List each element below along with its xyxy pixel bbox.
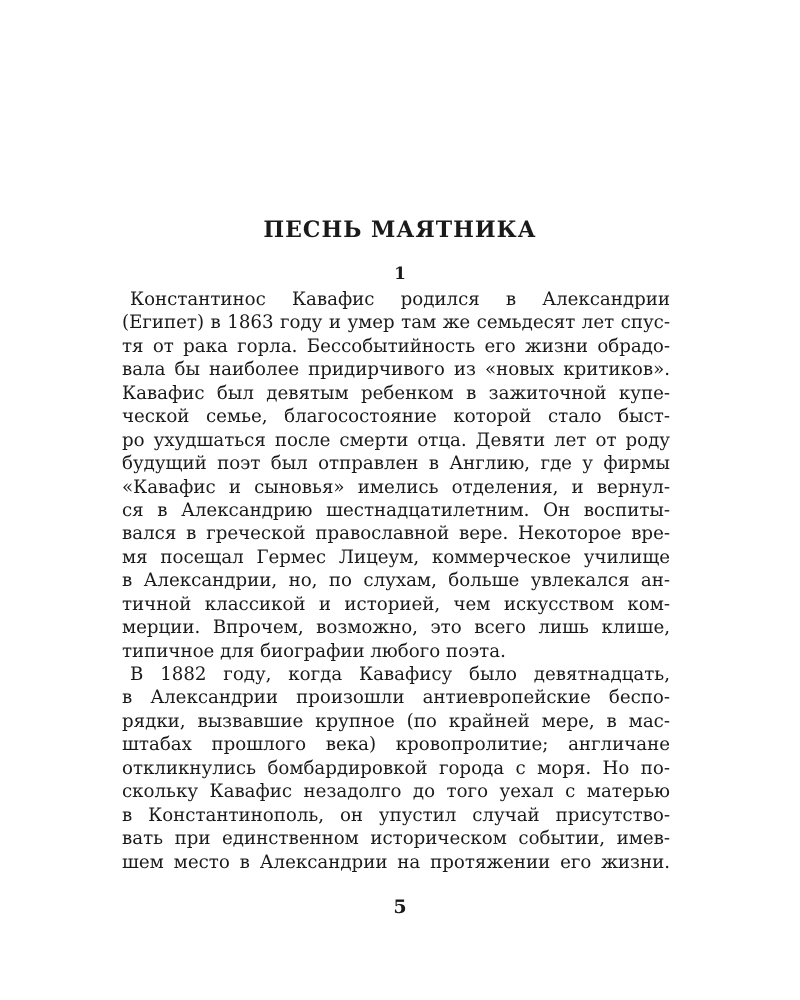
- text-line: ро ухудшаться после смерти отца. Девяти лет от роду: [122, 429, 670, 451]
- text-line: в Александрии, но, по слухам, больше увлекался ан-: [122, 570, 670, 592]
- body-text: [122, 288, 670, 874]
- text-line: (Египет) в 1863 году и умер там же семьдесят лет спус-: [122, 312, 670, 334]
- text-line: В 1882 году, когда Кавафису было девятнадцать,: [130, 664, 670, 685]
- text-line: будущий поэт был отправлен в Англию, где у фирмы: [122, 453, 670, 475]
- text-line: в Константинополь, он упустил случай присутство-: [122, 804, 670, 826]
- text-line: Константинос Кавафис родился в Александрии: [130, 289, 670, 310]
- chapter-title: ПЕСНЬ МАЯТНИКА: [263, 217, 537, 243]
- text-line: штабах прошлого века) кровопролитие; англичане: [122, 734, 670, 756]
- text-line: скольку Кавафис незадолго до того уехал с матерью: [122, 781, 670, 803]
- text-line: шем место в Александрии на протяжении его жизни.: [122, 851, 670, 873]
- text-line: Кавафис был девятым ребенком в зажиточной купе-: [122, 382, 670, 404]
- text-line: вать при единственном историческом событии, имев-: [122, 828, 670, 850]
- text-line: ся в Александрию шестнадцатилетним. Он воспиты-: [122, 499, 670, 521]
- text-line: в Александрии произошли антиевропейские беспо-: [122, 687, 670, 709]
- text-line: мя посещал Гермес Лицеум, коммерческое училище: [122, 546, 670, 568]
- text-line: вался в греческой православной вере. Некоторое вре-: [122, 523, 670, 545]
- text-line: вала бы наиболее придирчивого из «новых критиков».: [122, 359, 670, 381]
- text-line: типичное для биографии любого поэта.: [122, 640, 506, 662]
- text-line: ческой семье, благосостояние которой стало быст-: [122, 406, 670, 428]
- section-number: 1: [394, 264, 406, 284]
- paragraph: [122, 663, 670, 874]
- paragraph: [122, 288, 670, 663]
- page-number: 5: [393, 896, 407, 918]
- text-line: мерции. Впрочем, возможно, это всего лишь клише,: [122, 617, 670, 639]
- text-line: тичной классикой и историей, чем искусством ком-: [122, 593, 670, 615]
- text-line: рядки, вызвавшие крупное (по крайней мере, в мас-: [122, 710, 670, 732]
- text-line: «Кавафис и сыновья» имелись отделения, и вернул-: [122, 476, 670, 498]
- text-line: тя от рака горла. Бессобытийность его жизни обрадо-: [122, 335, 670, 357]
- text-line: откликнулись бомбардировкой города с моря. Но по-: [122, 757, 670, 779]
